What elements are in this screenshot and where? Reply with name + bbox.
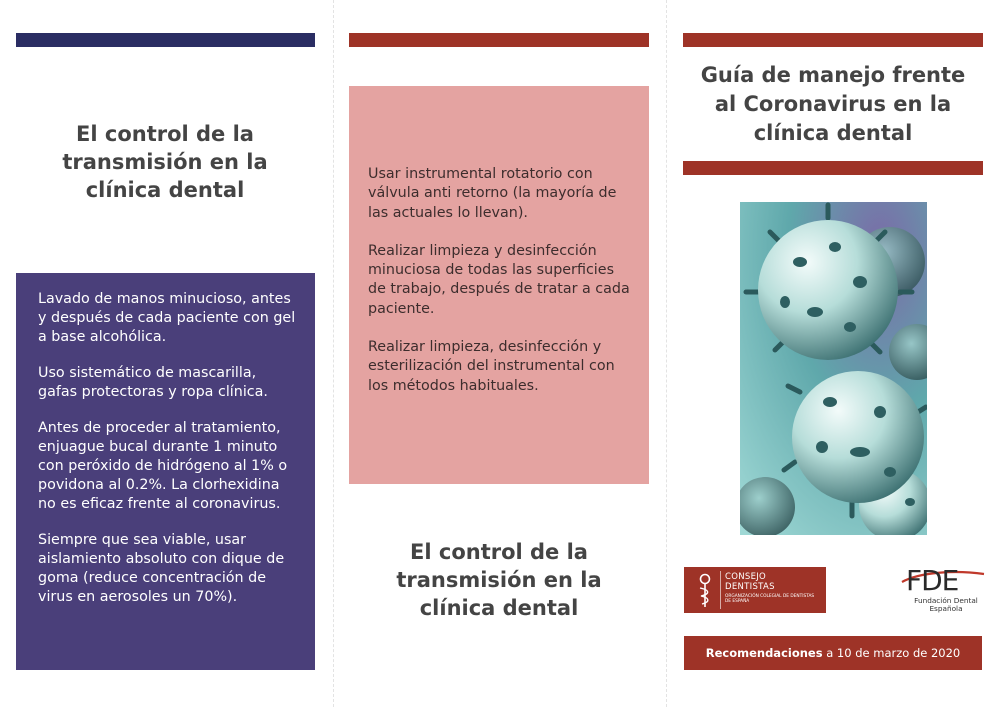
consejo-subtitle: ORGANIZACIÓN COLEGIAL DE DENTISTAS DE ESPAÑA: [725, 594, 815, 604]
footer-label: Recomendaciones: [705, 646, 823, 660]
cover-divider-bar: [683, 161, 983, 175]
cover-title: Guía de manejo frente al Coronavirus en la clínica dental: [700, 63, 966, 145]
measure-item: Lavado de manos minucioso, antes y después de cada paciente con gel a base alcohólica.: [38, 291, 296, 345]
measure-item: Uso sistemático de mascarilla, gafas protectoras y ropa clínica.: [38, 365, 268, 400]
consejo-name: CONSEJO DENTISTAS: [725, 572, 775, 592]
fold-line-right: [666, 0, 667, 707]
cover-top-bar: [683, 33, 983, 47]
measure-item: Realizar limpieza y desinfección minuciosa de todas las superficies de trabajo, después de tratar a cada paciente.: [368, 242, 630, 317]
top-bar-red: [349, 33, 649, 47]
footer-date-banner: [684, 636, 982, 670]
fundacion-dental-logo: [896, 566, 984, 616]
hygiene-measures-box: [16, 273, 315, 670]
measure-item: Siempre que sea viable, usar aislamiento absoluto con dique de goma (reduce concentración de virus en aerosoles un 70%).: [38, 532, 285, 605]
caduceus-icon: [692, 571, 721, 609]
measure-item: Realizar limpieza, desinfección y esterilización del instrumental con los métodos habituales.: [368, 339, 615, 394]
top-bar-navy: [16, 33, 315, 47]
measure-item: Antes de proceder al tratamiento, enjuague bucal durante 1 minuto con peróxido de hidrógeno al 1% o povidona al 0.2%. La clorhexidina no es eficaz frente al coronavirus.: [38, 420, 288, 512]
panel1-heading: El control de la transmisión en la clínica dental: [62, 122, 268, 202]
instrument-measures-box: [349, 86, 649, 484]
coronavirus-image: [740, 202, 927, 535]
footer-date: a 10 de marzo de 2020: [822, 646, 961, 660]
fde-mark: FDE: [906, 564, 959, 597]
panel2-heading: El control de la transmisión en la clínica dental: [396, 540, 602, 620]
consejo-dentistas-logo: [684, 567, 826, 613]
fold-line-left: [333, 0, 334, 707]
fde-name: Fundación Dental Española: [914, 596, 978, 613]
measure-item: Usar instrumental rotatorio con válvula anti retorno (la mayoría de las actuales lo llevan).: [368, 166, 617, 221]
